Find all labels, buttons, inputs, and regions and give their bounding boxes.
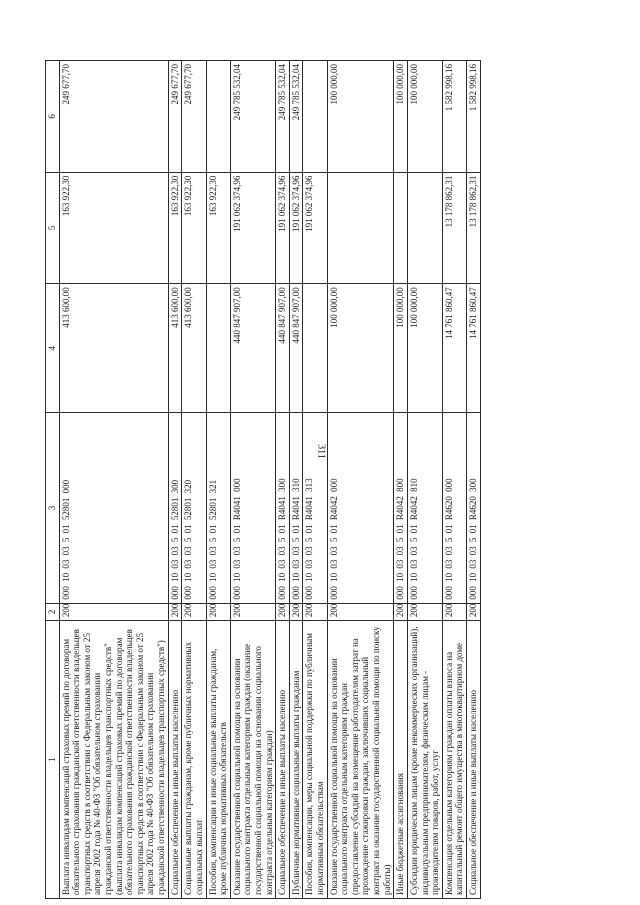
row-name: Пособия, компенсации и иные социальные выплаты гражданам, кроме публичных нормативных обязательств	[206, 621, 230, 899]
row-name: Оказание государственной социальной помощи на основании социального контракта отдельным категориям граждан (оказание государственной социальной помощи на основании социального контракта отдельным категориям граждан)	[230, 621, 275, 899]
row-budget-code: 000 10 03 03 5 01 52801 320	[182, 413, 206, 603]
row-executed-amount	[407, 172, 442, 284]
row-approved-amount: 100 000,00	[327, 284, 394, 413]
row-executed-amount: 191 062 374,96	[303, 172, 327, 284]
row-admin-code: 200	[303, 603, 327, 621]
row-approved-amount	[206, 284, 230, 413]
row-budget-code: 000 10 03 03 5 01 52801 000	[59, 413, 168, 603]
row-admin-code: 200	[327, 603, 394, 621]
row-executed-amount: 163 922,30	[206, 172, 230, 284]
row-name: Социальное обеспечение и иные выплаты населению	[466, 621, 480, 899]
budget-table	[45, 60, 481, 899]
row-budget-code: 000 10 03 03 5 01 R4042 000	[327, 413, 394, 603]
row-executed-amount: 13 178 862,31	[466, 172, 480, 284]
rotated-page	[45, 60, 592, 899]
column-number-6: 6	[46, 61, 60, 173]
table-body	[59, 61, 480, 899]
table-row	[168, 61, 182, 899]
row-name: Оказание государственной социальной помощи на основании социального контракта отдельным категориям граждан (предоставление субсидий на возмещение работодателям затрат на прохождение стажировки граждан, заключивших социальный контракт на оказание государственной социальной помощи по поиску работы)	[327, 621, 394, 899]
row-approved-amount: 100 000,00	[407, 284, 442, 413]
column-number-1: 1	[46, 621, 60, 899]
row-approved-amount: 413 600,00	[168, 284, 182, 413]
row-admin-code: 200	[230, 603, 275, 621]
row-remaining-amount: 1 582 998,16	[466, 61, 480, 173]
row-executed-amount: 163 922,30	[59, 172, 168, 284]
row-approved-amount: 413 600,00	[59, 284, 168, 413]
row-admin-code: 200	[206, 603, 230, 621]
row-budget-code: 000 10 03 03 5 01 52801 300	[168, 413, 182, 603]
row-approved-amount: 14 761 860,47	[442, 284, 466, 413]
row-remaining-amount: 249 785 532,04	[289, 61, 303, 173]
row-admin-code: 200	[289, 603, 303, 621]
row-name: Субсидии юридическим лицам (кроме некоммерческих организаций), индивидуальным предпринимателям, физическим лицам - производителям товаров, работ, услуг	[407, 621, 442, 899]
row-admin-code: 200	[59, 603, 168, 621]
row-admin-code: 200	[466, 603, 480, 621]
row-name: Выплата инвалидам компенсаций страховых премий по договорам обязательного страхования гражданской ответственности владельцев транспортных средств в соответствии с Федеральным законом от 25 апреля 2002 года № 40-ФЗ "Об обязательном страховании гражданской ответственности владельцев транспортных средств" (выплата инвалидам компенсаций страховых премий по договорам обязательного страхования гражданской ответственности владельцев транспортных средств в соответствии с Федеральным законом от 25 апреля 2002 года № 40-ФЗ "Об обязательном страховании гражданской ответственности владельцев транспортных средств")	[59, 621, 168, 899]
row-budget-code: 000 10 03 03 5 01 R4042 800	[394, 413, 408, 603]
table-row	[442, 61, 466, 899]
row-remaining-amount: 249 677,70	[182, 61, 206, 173]
column-number-3: 3	[46, 413, 60, 603]
row-approved-amount: 440 847 907,00	[289, 284, 303, 413]
table-row	[289, 61, 303, 899]
row-name: Социальное обеспечение и иные выплаты населению	[276, 621, 290, 899]
row-name: Социальные выплаты гражданам, кроме публичных нормативных социальных выплат	[182, 621, 206, 899]
row-budget-code: 000 10 03 03 5 01 R4620 300	[466, 413, 480, 603]
row-budget-code: 000 10 03 03 5 01 R4041 300	[276, 413, 290, 603]
row-executed-amount: 191 062 374,96	[230, 172, 275, 284]
row-approved-amount: 440 847 907,00	[230, 284, 275, 413]
row-budget-code: 000 10 03 03 5 01 R4042 810	[407, 413, 442, 603]
table-row	[59, 61, 168, 899]
row-executed-amount: 163 922,30	[182, 172, 206, 284]
row-name: Компенсация отдельным категориям граждан оплаты взноса на капитальный ремонт общего имущества в многоквартирном доме	[442, 621, 466, 899]
row-budget-code: 000 10 03 03 5 01 R4041 000	[230, 413, 275, 603]
table-row	[230, 61, 275, 899]
page-number: 311	[315, 444, 327, 459]
row-remaining-amount: 100 000,00	[407, 61, 442, 173]
row-executed-amount: 191 062 374,96	[276, 172, 290, 284]
row-budget-code: 000 10 03 03 5 01 R4620 000	[442, 413, 466, 603]
row-executed-amount	[394, 172, 408, 284]
row-approved-amount: 100 000,00	[394, 284, 408, 413]
column-number-5: 5	[46, 172, 60, 284]
row-approved-amount: 413 600,00	[182, 284, 206, 413]
row-remaining-amount: 249 785 532,04	[276, 61, 290, 173]
row-approved-amount	[303, 284, 327, 413]
row-remaining-amount	[303, 61, 327, 173]
table-row	[394, 61, 408, 899]
row-name: Публичные нормативные социальные выплаты гражданам	[289, 621, 303, 899]
row-budget-code: 000 10 03 03 5 01 R4041 313	[303, 413, 327, 603]
row-executed-amount: 191 062 374,96	[289, 172, 303, 284]
row-admin-code: 200	[276, 603, 290, 621]
table-row	[206, 61, 230, 899]
row-remaining-amount	[206, 61, 230, 173]
row-admin-code: 200	[394, 603, 408, 621]
row-name: Социальное обеспечение и иные выплаты населению	[168, 621, 182, 899]
row-name: Пособия, компенсации, меры социальной поддержки по публичным нормативным обязательствам	[303, 621, 327, 899]
row-admin-code: 200	[442, 603, 466, 621]
table-row	[327, 61, 394, 899]
row-remaining-amount: 1 582 998,16	[442, 61, 466, 173]
row-approved-amount: 14 761 860,47	[466, 284, 480, 413]
row-admin-code: 200	[182, 603, 206, 621]
table-row	[466, 61, 480, 899]
row-executed-amount: 163 922,30	[168, 172, 182, 284]
table-row	[407, 61, 442, 899]
row-executed-amount: 13 178 862,31	[442, 172, 466, 284]
row-remaining-amount: 249 677,70	[168, 61, 182, 173]
row-remaining-amount: 249 677,70	[59, 61, 168, 173]
column-number-4: 4	[46, 284, 60, 413]
table-row	[303, 61, 327, 899]
column-number-row	[46, 61, 60, 899]
row-budget-code: 000 10 03 03 5 01 R4041 310	[289, 413, 303, 603]
table-row	[182, 61, 206, 899]
row-remaining-amount: 100 000,00	[327, 61, 394, 173]
row-budget-code: 000 10 03 03 5 01 52801 321	[206, 413, 230, 603]
row-admin-code: 200	[407, 603, 442, 621]
row-admin-code: 200	[168, 603, 182, 621]
column-number-2: 2	[46, 603, 60, 621]
row-approved-amount: 440 847 907,00	[276, 284, 290, 413]
row-remaining-amount: 100 000,00	[394, 61, 408, 173]
row-name: Иные бюджетные ассигнования	[394, 621, 408, 899]
row-executed-amount	[327, 172, 394, 284]
table-row	[276, 61, 290, 899]
row-remaining-amount: 249 785 532,04	[230, 61, 275, 173]
